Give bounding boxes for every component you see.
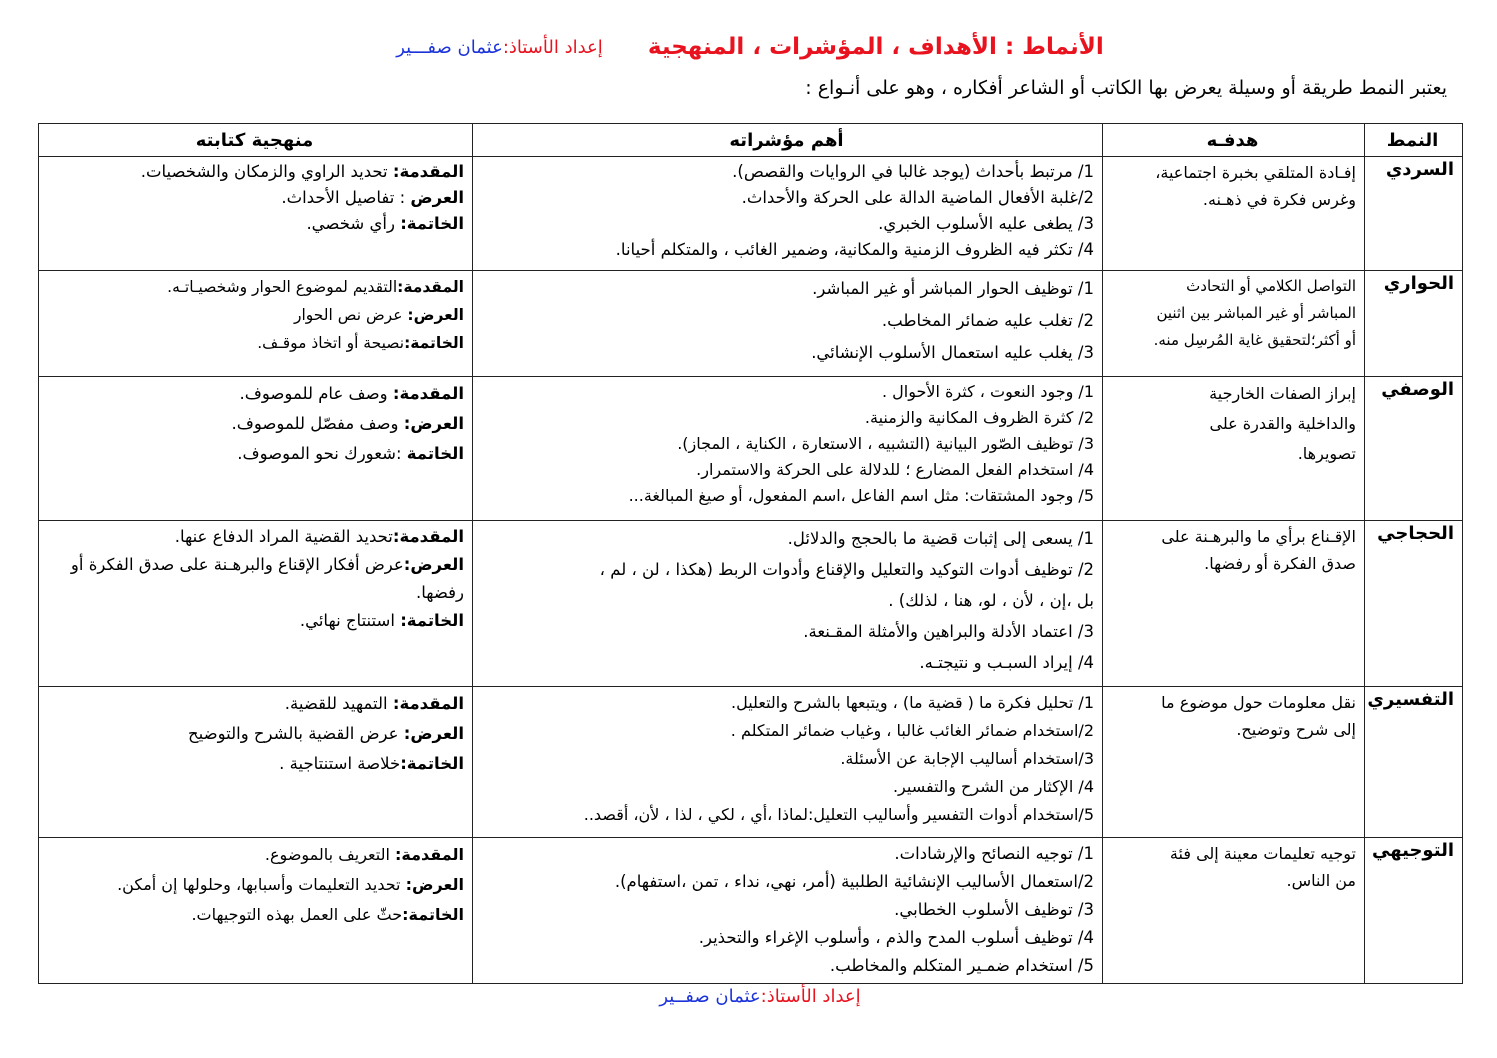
method-line: [45, 840, 464, 870]
type-cell: الحواري: [1365, 271, 1463, 377]
method-line: [45, 749, 464, 779]
indicators-cell: [473, 838, 1103, 984]
indicator-line: 4/ استخدام الفعل المضارع ؛ للدلالة على الحركة والاستمرار.: [696, 460, 1094, 479]
indicator-line: 5/ استخدام ضمـير المتكلم والمخاطب.: [829, 956, 1094, 975]
goal-line: أو أكثر؛لتحقيق غاية المُرسِل منه.: [1153, 331, 1356, 349]
page-header: [150, 34, 1350, 74]
header-indicators: أهم مؤشراته: [473, 124, 1103, 157]
method-text: استنتاج نهائي.: [299, 611, 401, 630]
method-text: التعريف بالموضوع.: [264, 845, 396, 864]
method-label: الخاتمة:: [400, 754, 464, 773]
type-cell: الوصفي: [1365, 377, 1463, 521]
method-cell: [39, 157, 473, 271]
method-text: عرض نص الحوار: [293, 306, 408, 324]
goal-line: إفـادة المتلقي بخبرة اجتماعية،: [1155, 163, 1356, 182]
goal-line: صدق الفكرة أو رفضها.: [1204, 554, 1356, 573]
goal-line: التواصل الكلامي أو التحادث: [1186, 277, 1356, 295]
header-author-label: إعداد الأستاذ:: [502, 36, 603, 58]
method-cell: [39, 838, 473, 984]
indicator-line: 3/ اعتماد الأدلة والبراهين والأمثلة المقـنعة.: [803, 622, 1094, 641]
method-label: الخاتمة:: [400, 611, 464, 630]
goal-line: إلى شرح وتوضيح.: [1236, 720, 1356, 739]
indicator-line: 5/استخدام أدوات التفسير وأساليب التعليل:لماذا ،أي ، لكي ، لذا ، لأن، أقصد..: [583, 805, 1094, 824]
indicator-line: 2/ كثرة الظروف المكانية والزمنية.: [864, 408, 1094, 427]
header-type: النمط: [1365, 124, 1463, 157]
table-row: [39, 157, 1463, 271]
goal-cell: [1103, 521, 1365, 687]
method-cell: [39, 271, 473, 377]
indicators-cell: [473, 377, 1103, 521]
method-text: حثّ على العمل بهذه التوجيهات.: [191, 905, 403, 924]
method-label: الخاتمة:: [402, 905, 464, 924]
method-label: المقدمة:: [392, 162, 464, 181]
method-line: [45, 185, 464, 211]
method-line: [45, 301, 464, 329]
table-row: [39, 377, 1463, 521]
indicator-line: 3/ يغلب عليه استعمال الأسلوب الإنشائي.: [811, 343, 1094, 362]
header-author-name: عثمان صفـــير: [396, 36, 503, 58]
method-line: [45, 523, 464, 551]
method-line: [45, 273, 464, 301]
indicator-line: 4/ تكثر فيه الظروف الزمنية والمكانية، وضمير الغائب ، والمتكلم أحيانا.: [615, 240, 1094, 259]
indicator-line: 1/ توجيه النصائح والإرشادات.: [894, 844, 1094, 863]
method-line: [45, 551, 464, 607]
method-line: [45, 689, 464, 719]
method-line: [45, 211, 464, 237]
indicators-cell: [473, 157, 1103, 271]
indicator-line: 3/استخدام أساليب الإجابة عن الأسئلة.: [840, 749, 1094, 768]
indicator-line: 4/ إيراد السبـب و نتيجتـه.: [919, 653, 1094, 672]
method-text: :شعورك نحو الموصوف.: [237, 444, 407, 463]
type-cell: الحجاجي: [1365, 521, 1463, 687]
indicator-line: 2/ تغلب عليه ضمائر المخاطب.: [881, 311, 1094, 330]
footer-author-label: إعداد الأستاذ:: [760, 986, 861, 1007]
indicators-cell: [473, 521, 1103, 687]
method-text: عرض القضية بالشرح والتوضيح: [187, 724, 404, 743]
method-label: المقدمة:: [392, 694, 464, 713]
method-label: العرض:: [403, 724, 464, 743]
table-row: [39, 521, 1463, 687]
goal-cell: [1103, 157, 1365, 271]
types-table: [38, 123, 1463, 984]
indicator-line: 3/ يطغى عليه الأسلوب الخبري.: [878, 214, 1094, 233]
method-text: وصف عام للموصوف.: [239, 384, 393, 403]
indicator-line: 3/ توظيف الأسلوب الخطابي.: [894, 900, 1094, 919]
indicator-line: 2/ توظيف أدوات التوكيد والتعليل والإقناع وأدوات الربط (هكذا ، لن ، لم ،: [599, 560, 1094, 579]
method-line: [45, 329, 464, 357]
indicator-line: 1/ وجود النعوت ، كثرة الأحوال .: [882, 382, 1094, 401]
indicator-line: 5/ وجود المشتقات: مثل اسم الفاعل ،اسم المفعول، أو صيغ المبالغة...: [628, 486, 1094, 505]
method-label: الخاتمة: [406, 444, 464, 463]
method-label: المقدمة:: [392, 384, 464, 403]
indicator-line: 3/ توظيف الصّور البيانية (التشبيه ، الاستعارة ، الكناية ، المجاز).: [677, 434, 1094, 453]
method-text: خلاصة استنتاجية .: [279, 754, 401, 773]
indicator-line: 1/ تحليل فكرة ما ( قضية ما) ، ويتبعها بالشرح والتعليل.: [731, 693, 1094, 712]
page-footer: [560, 986, 960, 1007]
method-line: [45, 900, 464, 930]
method-text: عرض أفكار الإقناع والبرهـنة على صدق الفكرة أو رفضها.: [70, 555, 464, 602]
method-label: العرض:: [403, 414, 464, 433]
indicator-line: بل ،إن ، لأن ، لو، هنا ، لذلك) .: [888, 591, 1094, 610]
goal-cell: [1103, 377, 1365, 521]
header-method: منهجية كتابته: [39, 124, 473, 157]
goal-line: والداخلية والقدرة على: [1209, 414, 1356, 433]
method-label: العرض: [410, 188, 464, 207]
goal-line: توجيه تعليمات معينة إلى فئة: [1169, 844, 1356, 863]
goal-line: نقل معلومات حول موضوع ما: [1161, 693, 1356, 712]
page-title: الأنماط : الأهداف ، المؤشرات ، المنهجية: [647, 34, 1104, 60]
method-label: المقدمة:: [392, 527, 464, 546]
method-line: [45, 379, 464, 409]
intro-text: يعتبر النمط طريقة أو وسيلة يعرض بها الكاتب أو الشاعر أفكاره ، وهو على أنـواع :: [805, 77, 1447, 99]
method-text: : تفاصيل الأحداث.: [281, 188, 411, 207]
method-line: [45, 439, 464, 469]
indicator-line: 2/غلبة الأفعال الماضية الدالة على الحركة والأحداث.: [741, 188, 1094, 207]
table-row: [39, 271, 1463, 377]
table-row: [39, 838, 1463, 984]
method-text: تحديد الراوي والزمكان والشخصيات.: [140, 162, 393, 181]
method-text: تحديد القضية المراد الدفاع عنها.: [174, 527, 393, 546]
method-label: العرض:: [403, 555, 464, 574]
method-cell: [39, 687, 473, 838]
type-cell: التفسيري: [1365, 687, 1463, 838]
goal-cell: [1103, 687, 1365, 838]
method-text: وصف مفصّل للموصوف.: [231, 414, 404, 433]
method-line: [45, 870, 464, 900]
method-line: [45, 607, 464, 635]
method-text: رأي شخصي.: [306, 214, 401, 233]
method-cell: [39, 521, 473, 687]
table-header-row: [39, 124, 1463, 157]
goal-line: الإقـناع برأي ما والبرهـنة على: [1161, 527, 1356, 546]
method-label: العرض:: [405, 875, 464, 894]
method-label: المقدمة:: [397, 278, 464, 296]
method-line: [45, 719, 464, 749]
goal-cell: [1103, 838, 1365, 984]
goal-cell: [1103, 271, 1365, 377]
indicator-line: 1/ يسعى إلى إثبات قضية ما بالحجج والدلائل.: [787, 529, 1094, 548]
table-row: [39, 687, 1463, 838]
method-label: المقدمة:: [395, 845, 464, 864]
goal-line: إبراز الصفات الخارجية: [1209, 384, 1356, 403]
method-text: التمهيد للقضية.: [284, 694, 393, 713]
indicator-line: 2/استخدام ضمائر الغائب غالبا ، وغياب ضمائر المتكلم .: [730, 721, 1094, 740]
header-author: [396, 37, 603, 58]
indicator-line: 4/ الإكثار من الشرح والتفسير.: [892, 777, 1094, 796]
goal-line: المباشر أو غير المباشر بين اثنين: [1156, 304, 1356, 322]
goal-line: وغرس فكرة في ذهـنه.: [1202, 190, 1356, 209]
indicator-line: 1/ توظيف الحوار المباشر أو غير المباشر.: [812, 279, 1094, 298]
method-text: تحديد التعليمات وأسبابها، وحلولها إن أمكن.: [117, 875, 406, 894]
indicator-line: 2/استعمال الأساليب الإنشائية الطلبية (أمر، نهي، نداء ، تمن ،استفهام).: [614, 872, 1094, 891]
indicators-cell: [473, 687, 1103, 838]
goal-line: من الناس.: [1286, 871, 1356, 890]
method-label: العرض:: [407, 306, 464, 324]
method-label: الخاتمة:: [400, 214, 464, 233]
footer-author-name: عثمان صفــير: [659, 986, 761, 1007]
type-cell: السردي: [1365, 157, 1463, 271]
indicator-line: 1/ مرتبط بأحداث (يوجد غالبا في الروايات والقصص).: [732, 162, 1094, 181]
method-cell: [39, 377, 473, 521]
indicator-line: 4/ توظيف أسلوب المدح والذم ، وأسلوب الإغراء والتحذير.: [698, 928, 1094, 947]
method-text: نصيحة أو اتخاذ موقـف.: [257, 334, 405, 352]
goal-line: تصويرها.: [1297, 444, 1356, 463]
header-goal: هدفـه: [1103, 124, 1365, 157]
method-line: [45, 409, 464, 439]
indicators-cell: [473, 271, 1103, 377]
type-cell: التوجيهي: [1365, 838, 1463, 984]
method-label: الخاتمة:: [404, 334, 464, 352]
method-text: التقديم لموضوع الحوار وشخصيـاتـه.: [167, 278, 398, 296]
method-line: [45, 159, 464, 185]
